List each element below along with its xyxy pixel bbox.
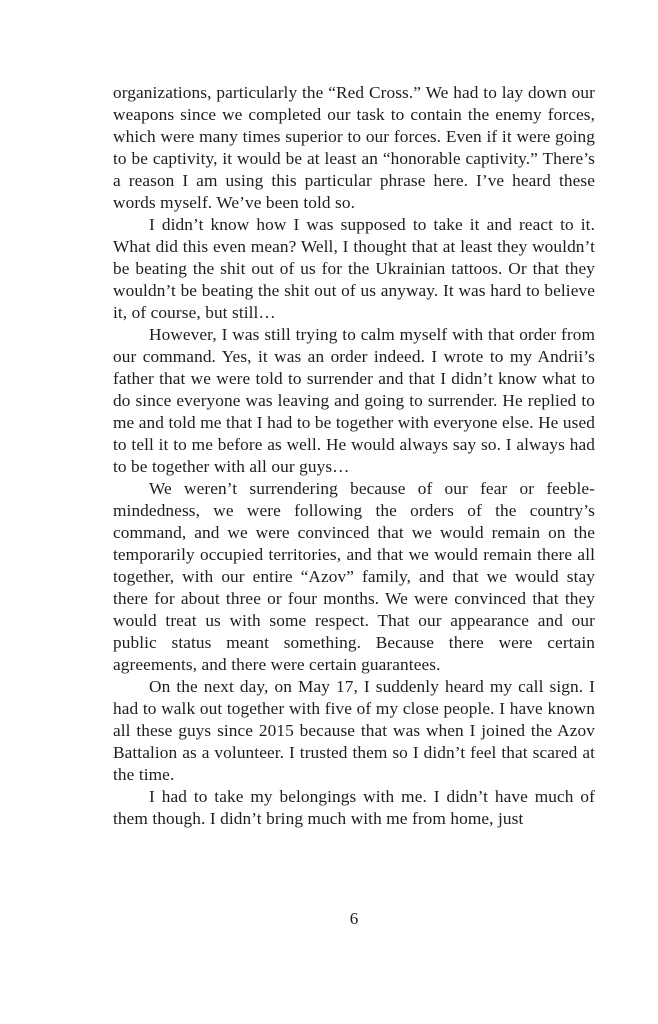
body-paragraph: I had to take my belongings with me. I didn’t have much of them though. I didn’t bring much with me from home, just (113, 787, 595, 828)
body-paragraph: However, I was still trying to calm myself with that order from our command. Yes, it was an order indeed. I wrote to my Andrii’s father that we were told to surrender and that I didn’t know what to do since everyone was leaving and going to surrender. He replied to me and told me that I had to be together with everyone else. He used to tell it to me before as well. He would always say so. I always had to be together with all our guys… (113, 325, 595, 476)
body-text-block (113, 82, 595, 830)
body-paragraph: We weren’t surrendering because of our fear or feeble-mindedness, we were following the orders of the country’s command, and we were convinced that we would remain on the temporarily occupied territories, and that we would remain there all together, with our entire “Azov” family, and that we would stay there for about three or four months. We were convinced that they would treat us with some respect. That our appearance and our public status meant something. Because there were certain agreements, and there were certain guarantees. (113, 479, 595, 674)
body-paragraph: On the next day, on May 17, I suddenly heard my call sign. I had to walk out together with five of my close people. I have known all these guys since 2015 because that was when I joined the Azov Battalion as a volunteer. I trusted them so I didn’t feel that scared at the time. (113, 677, 595, 784)
page-number: 6 (349, 909, 359, 928)
body-paragraph: organizations, particularly the “Red Cross.” We had to lay down our weapons since we completed our task to contain the enemy forces, which were many times superior to our forces. Even if it were going to be captivity, it would be at least an “honorable captivity.” There’s a reason I am using this particular phrase here. I’ve heard these words myself. We’ve been told so. (113, 83, 595, 212)
body-paragraph: I didn’t know how I was supposed to take it and react to it. What did this even mean? Well, I thought that at least they wouldn’t be beating the shit out of us for the Ukrainian tattoos. Or that they wouldn’t be beating the shit out of us anyway. It was hard to believe it, of course, but still… (113, 215, 595, 322)
